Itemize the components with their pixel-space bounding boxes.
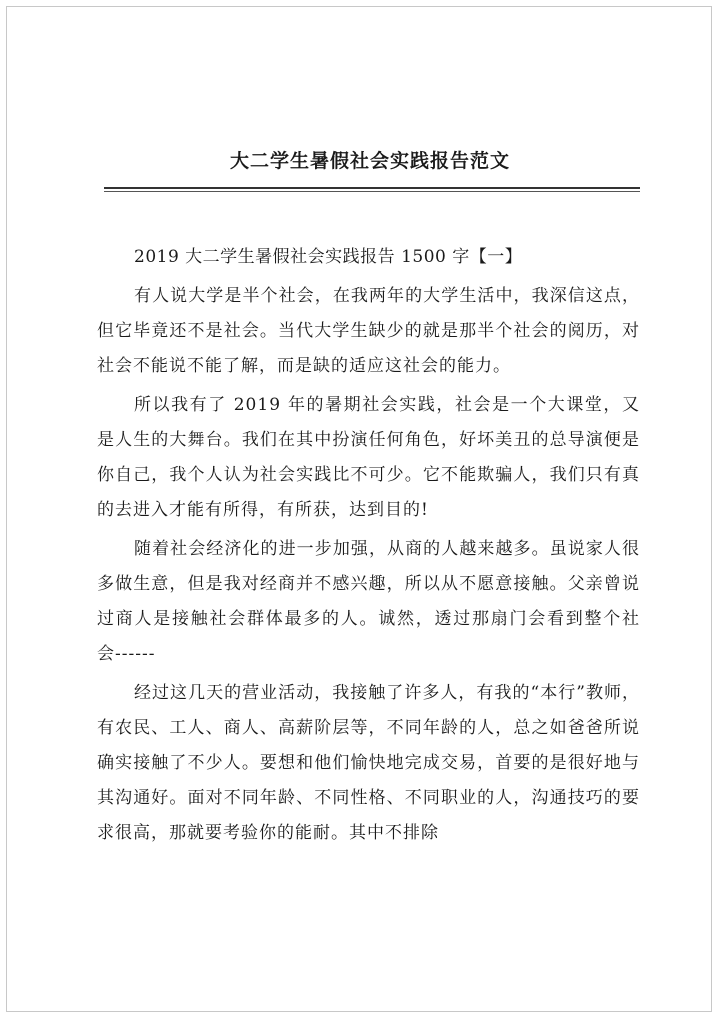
paragraph: 所以我有了 2019 年的暑期社会实践，社会是一个大课堂，又是人生的大舞台。我们在其中扮演任何角色，好坏美丑的总导演便是你自己，我个人认为社会实践比不可少。它不能欺骗人，我们只有真的去进入才能有所得，有所获，达到目的! [97,395,640,520]
paragraph: 经过这几天的营业活动，我接触了许多人，有我的“本行”教师，有农民、工人、商人、高薪阶层等，不同年龄的人，总之如爸爸所说确实接触了不少人。要想和他们愉快地完成交易，首要的是很好地与其沟通好。面对不同年龄、不同性格、不同职业的人，沟通技巧的要求很高，那就要考验你的能耐。其中不排除 [97,683,640,843]
paragraph: 随着社会经济化的进一步加强，从商的人越来越多。虽说家人很多做生意，但是我对经商并不感兴趣，所以从不愿意接触。父亲曾说过商人是接触社会群体最多的人。诚然，透过那扇门会看到整个社会------ [97,539,640,664]
section-heading: 2019 大二学生暑假社会实践报告 1500 字【一】 [134,247,523,267]
title-divider-thick [104,187,640,189]
title-divider-thin [104,191,640,192]
paragraph: 有人说大学是半个社会，在我两年的大学生活中，我深信这点，但它毕竟还不是社会。当代大学生缺少的就是那半个社会的阅历，对社会不能说不能了解，而是缺的适应这社会的能力。 [97,286,640,376]
document-title: 大二学生暑假社会实践报告范文 [229,150,510,172]
document-body [97,240,640,855]
